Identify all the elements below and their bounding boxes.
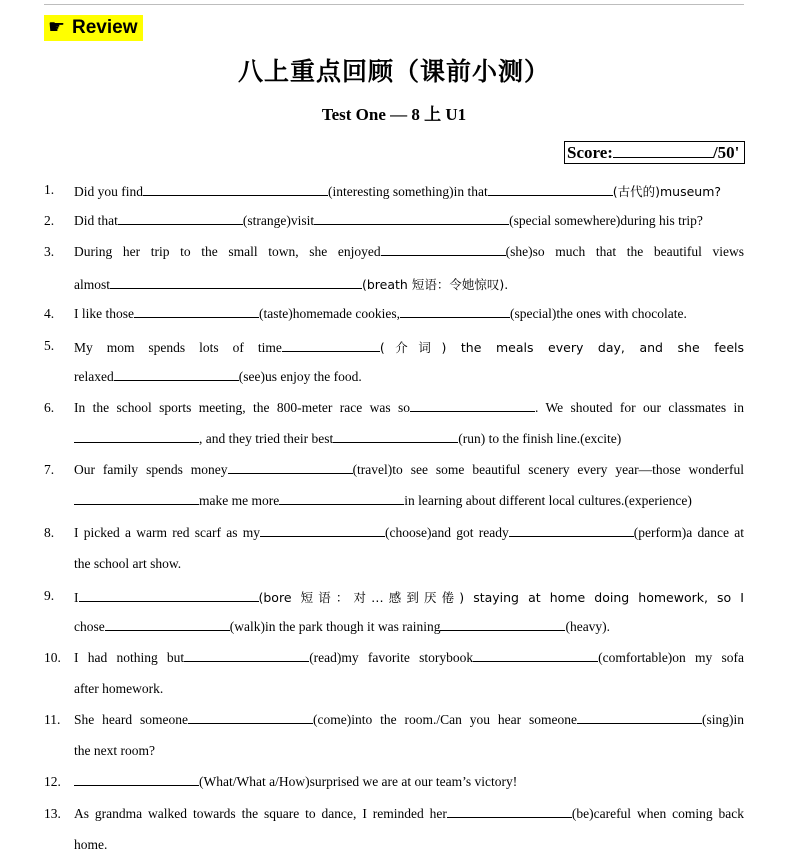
question-number: 9. <box>44 588 55 603</box>
question-line: the next room? <box>74 743 155 758</box>
answer-blank[interactable] <box>279 493 404 505</box>
question-line: after homework. <box>74 681 164 696</box>
answer-blank[interactable] <box>447 806 572 818</box>
answer-blank[interactable] <box>74 493 199 505</box>
question-number: 3. <box>44 244 55 259</box>
answer-blank[interactable] <box>473 650 598 662</box>
answer-blank[interactable] <box>282 340 380 352</box>
question-line: home. <box>74 837 108 852</box>
question-line: I like those (taste)homemade cookies, (special)the ones with chocolate. <box>74 306 687 321</box>
question-number: 4. <box>44 306 55 321</box>
answer-blank[interactable] <box>143 184 328 196</box>
page-subtitle: Test One — 8 上 U1 <box>321 105 467 124</box>
answer-blank[interactable] <box>577 712 702 724</box>
review-label: Review <box>72 17 138 38</box>
answer-blank[interactable] <box>260 525 385 537</box>
answer-blank[interactable] <box>74 431 199 443</box>
question-line: , and they tried their best (run) to the finish line.(excite) <box>74 431 744 447</box>
score-box <box>564 141 745 164</box>
answer-blank[interactable] <box>184 650 309 662</box>
question-number: 8. <box>44 525 55 540</box>
question-number: 13. <box>44 806 61 821</box>
question-line: relaxed (see)us enjoy the food. <box>74 369 362 384</box>
score-blank[interactable] <box>613 142 713 158</box>
question-line: (What/What a/How)surprised we are at our team’s victory! <box>74 774 744 790</box>
question-number: 7. <box>44 462 55 477</box>
question-line: chose (walk)in the park though it was raining (heavy). <box>74 619 611 634</box>
question-number: 6. <box>44 400 55 415</box>
review-badge <box>44 15 143 41</box>
question-line: make me more in learning about different local cultures.(experience) <box>74 493 744 509</box>
question-line: Our family spends money (travel)to see some beautiful scenery every year—those wonderful <box>74 462 744 477</box>
answer-blank[interactable] <box>228 462 353 474</box>
answer-blank[interactable] <box>79 590 259 602</box>
question-number: 11. <box>44 712 61 727</box>
answer-blank[interactable] <box>381 244 506 256</box>
score-label: Score: <box>567 143 613 162</box>
question-line: almost (breath 短语：令她惊叹). <box>74 277 509 292</box>
answer-blank[interactable] <box>74 774 199 786</box>
question-number: 5. <box>44 338 55 353</box>
score-total: /50' <box>712 143 740 162</box>
answer-blank[interactable] <box>188 712 313 724</box>
question-line: As grandma walked towards the square to dance, I reminded her (be)careful when coming back <box>74 806 745 821</box>
question-line: the school art show. <box>74 556 182 571</box>
answer-blank[interactable] <box>509 525 634 537</box>
page-top-border <box>44 4 744 5</box>
question-line: She heard someone (come)into the room./Can you hear someone (sing)in <box>74 712 744 727</box>
answer-blank[interactable] <box>118 213 243 225</box>
question-line: Did that (strange)visit (special somewhere)during his trip? <box>74 213 703 228</box>
answer-blank[interactable] <box>314 213 509 225</box>
answer-blank[interactable] <box>488 184 613 196</box>
answer-blank[interactable] <box>110 277 362 289</box>
answer-blank[interactable] <box>134 306 259 318</box>
answer-blank[interactable] <box>333 431 458 443</box>
question-line: Did you find (interesting something)in that (古代的)museum? <box>74 184 722 199</box>
answer-blank[interactable] <box>410 400 535 412</box>
question-line: I had nothing but (read)my favorite storybook (comfortable)on my sofa <box>74 650 745 665</box>
question-line: In the school sports meeting, the 800-meter race was so . We shouted for our classmates in <box>74 400 744 415</box>
answer-blank[interactable] <box>105 619 230 631</box>
question-number: 12. <box>44 774 61 789</box>
question-line: During her trip to the small town, she enjoyed (she)so much that the beautiful views <box>74 244 744 259</box>
answer-blank[interactable] <box>114 369 239 381</box>
question-number: 10. <box>44 650 61 665</box>
question-line: I picked a warm red scarf as my (choose)and got ready (perform)a dance at <box>74 525 744 540</box>
answer-blank[interactable] <box>440 619 565 631</box>
question-line: I (bore 短语：对…感到厌倦) staying at home doing homework, so I <box>74 590 744 605</box>
question-number: 2. <box>44 213 55 228</box>
page-title: 八上重点回顾（课前小测） <box>237 57 550 86</box>
question-line: My mom spends lots of time (介词) the meals every day, and she feels <box>74 340 744 355</box>
answer-blank[interactable] <box>400 306 510 318</box>
question-number: 1. <box>44 182 55 197</box>
pointing-hand-icon: ☛ <box>48 17 66 38</box>
